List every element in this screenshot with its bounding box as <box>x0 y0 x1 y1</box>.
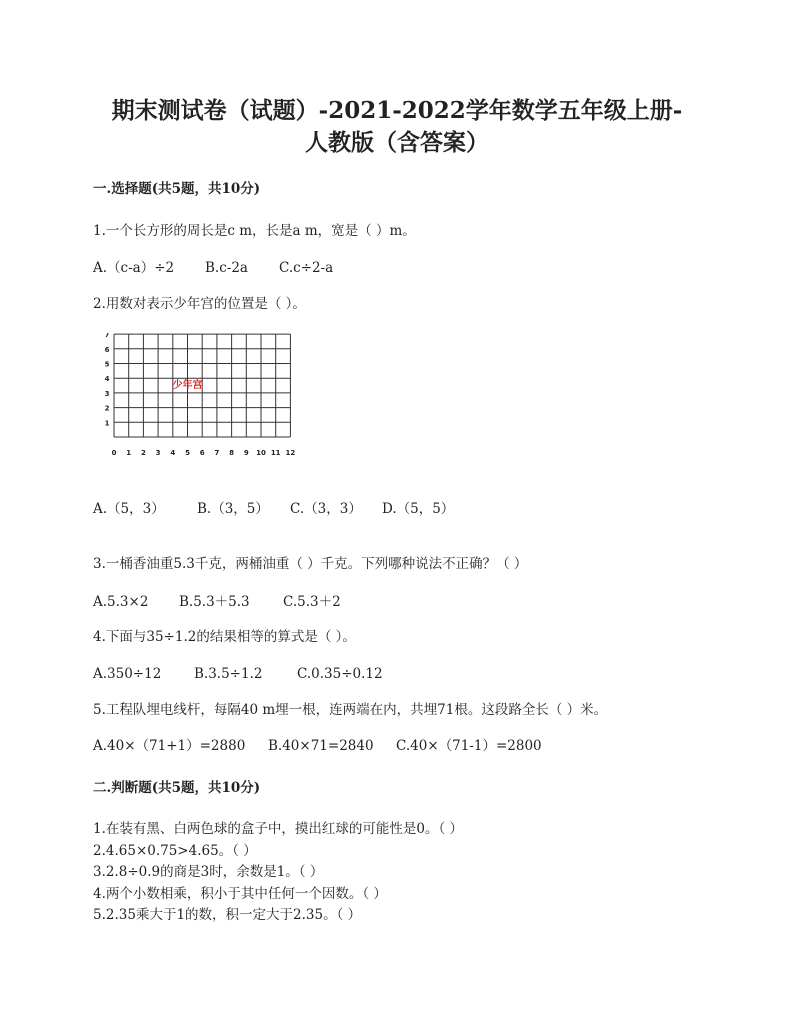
option-a: A.40×（71+1）=2880 <box>93 738 246 754</box>
question-2: 2.用数对表示少年宫的位置是（ ）。 <box>93 296 306 312</box>
option-b: B.5.3＋5.3 <box>179 594 250 610</box>
x-tick-label: 1 <box>126 449 132 457</box>
option-b: B.（3，5） <box>197 501 269 517</box>
x-tick-label: 9 <box>243 449 249 457</box>
option-a: A.5.3×2 <box>93 594 149 610</box>
x-tick-label: 7 <box>214 449 220 457</box>
option-a: A.（5，3） <box>93 501 165 517</box>
y-tick-label: 2 <box>104 404 110 413</box>
x-tick-label: 4 <box>170 449 176 457</box>
option-b: B.c-2a <box>205 260 248 276</box>
judge-item-1: 1.在装有黑、白两色球的盒子中，摸出红球的可能性是0。（ ） <box>93 821 464 837</box>
y-tick-label: 4 <box>104 375 110 384</box>
x-tick-label: 5 <box>185 449 190 457</box>
option-d: D.（5，5） <box>382 501 455 517</box>
question-3: 3.一桶香油重5.3千克，两桶油重（ ）千克。下列哪种说法不正确？（ ） <box>93 556 528 572</box>
option-b: B.40×71=2840 <box>268 738 374 754</box>
x-tick-label: 6 <box>199 449 205 457</box>
x-tick-label: 3 <box>155 449 161 457</box>
y-tick-label: 6 <box>104 345 110 354</box>
x-tick-label: 2 <box>140 449 146 457</box>
section1-heading: 一.选择题(共5题，共10分) <box>93 181 261 197</box>
option-c: C.c÷2-a <box>279 260 334 276</box>
question-1: 1.一个长方形的周长是c m，长是a m，宽是（ ）m。 <box>93 223 416 239</box>
judge-item-3: 3.2.8÷0.9的商是3时，余数是1。（ ） <box>93 864 324 880</box>
question-5-options <box>93 737 542 755</box>
x-tick-label: 11 <box>270 449 281 457</box>
section2-heading: 二.判断题(共5题，共10分) <box>93 780 261 796</box>
option-a: A.（c-a）÷2 <box>93 260 175 276</box>
question-4-options <box>93 665 383 683</box>
coordinate-grid <box>96 333 306 459</box>
document-title-line2: 人教版（含答案） <box>305 129 489 156</box>
option-c: C.40×（71-1）=2800 <box>396 738 542 754</box>
question-3-options <box>93 593 341 611</box>
x-tick-label: 0 <box>111 449 117 457</box>
option-a: A.350÷12 <box>93 666 162 682</box>
judge-item-5: 5.2.35乘大于1的数，积一定大于2.35。（ ） <box>93 907 362 923</box>
judge-item-2: 2.4.65×0.75>4.65。（ ） <box>93 843 257 859</box>
question-4: 4.下面与35÷1.2的结果相等的算式是（ ）。 <box>93 629 356 645</box>
option-c: C.（3，3） <box>290 501 362 517</box>
judge-item-4: 4.两个小数相乘，积小于其中任何一个因数。（ ） <box>93 886 387 902</box>
option-b: B.3.5÷1.2 <box>194 666 263 682</box>
youth-palace-label: 少年宫 <box>172 379 203 391</box>
y-tick-label: 5 <box>104 360 110 369</box>
document-title-line1: 期末测试卷（试题）-2021-2022学年数学五年级上册- <box>111 97 683 124</box>
question-2-options <box>93 500 454 518</box>
x-tick-label: 8 <box>229 449 235 457</box>
y-tick-label: 7 <box>104 333 110 340</box>
x-tick-label: 10 <box>256 449 266 457</box>
question-1-options <box>93 259 333 277</box>
y-tick-label: 1 <box>104 419 110 428</box>
y-tick-label: 3 <box>104 389 110 398</box>
question-5: 5.工程队埋电线杆，每隔40 m埋一根，连两端在内，共埋71根。这段路全长（ ）米。 <box>93 702 608 718</box>
grid-svg <box>96 333 306 459</box>
x-tick-label: 12 <box>285 449 296 457</box>
option-c: C.0.35÷0.12 <box>297 666 383 682</box>
option-c: C.5.3＋2 <box>283 594 341 610</box>
